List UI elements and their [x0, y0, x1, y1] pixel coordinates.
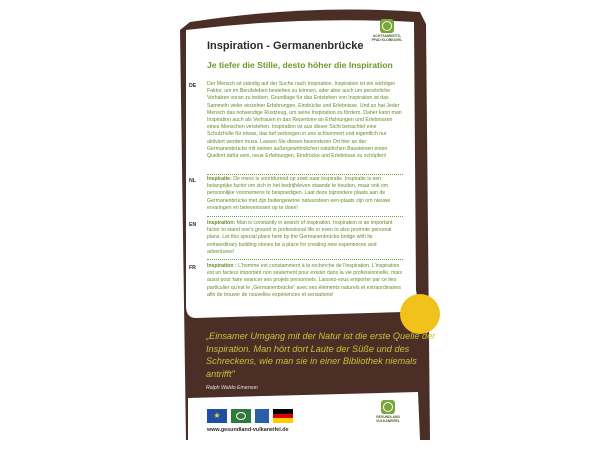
text-en-body: Man is constantly in search of inspiration. Inspiration is an important factor to stand one's ground in professional life or even to also promote personal plans. Let this special place here by the Germanenbrücke bridge with its extraordinary building stones be a place for creating new experiences and adventures!	[207, 220, 393, 255]
text-fr-body: L'homme est constamment à la recherche de l'inspiration. L'inspiration est un facteur important non seulement pour exister dans la vie professionnelle, mais aussi pour faire avancer ses projets personnels. Laissez-vous emporter par ce lieu particulier qu'est le „Germanenbrücke" avec ses éléments naturels et extraordinaires afin de trouver de nouvelles expériences et sensations!	[207, 263, 402, 298]
text-nl-lead: Inspiratie:	[207, 176, 232, 182]
text-fr	[207, 263, 403, 299]
gesundland-logo-icon	[381, 400, 395, 414]
rlp-logo-icon	[255, 409, 269, 423]
logo-icon	[380, 19, 394, 33]
gesundland-logo-text: GESUNDLAND VULKANEIFEL	[376, 415, 400, 423]
website-link[interactable]: www.gesundland-vulkaneifel.de	[207, 427, 289, 433]
lang-label-de: DE	[189, 83, 197, 89]
logo-text: ACHTSAMKEITS- PFAD KLOBEAVEL	[371, 34, 403, 42]
text-en	[207, 220, 403, 256]
divider	[207, 174, 403, 175]
divider	[207, 259, 403, 260]
text-nl	[207, 176, 403, 212]
text-de-body: Der Mensch ist ständig auf der Suche nach Inspiration. Inspiration ist ein wichtiger Faktor, um im Berufsleben bestehen zu können, oder aber auch um persönliche Vorhaben voran zu treiben. Grundlage für das Entstehen von Inspiration ist das Sammeln vieler einzelner Erfahrungen, Eindrücke und Erlebnisse. Und so hat Jeder Mensch das notwendige Rüstzeug, um seine Inspiration zu fördern. Daher kann man Inspiration auch als Vertrauen in das Repertoire an Erfahrungen und Erlebnissen eines Menschen verstehen. Inspiration ist aus dieser Sicht betrachtet eine Schutzhülle für etwas, das tief verborgen in uns schlummert und eigentlich nur aktiviert werden muss. Lassen Sie diesen besonderen Ort hier an der Germanenbrücke mit seinen außergewöhnlichen natürlichen Bausteinen einen Quellort dafür sein, neue Erfahrungen, Eindrücke und Erlebnisse zu schöpfen!	[207, 81, 402, 160]
divider	[207, 216, 403, 217]
lang-label-nl: NL	[189, 178, 196, 184]
text-de	[207, 81, 403, 160]
quote-author: Ralph Waldo Emerson	[206, 385, 258, 391]
text-nl-body: De mens is voortdurend op zoek naar inspiratie. Inspiratie is een belangrijke factor om zich in het bedrijfsleven staande te houden, maar ook om persoonlijke voornemens te bespoedigen. Laat deze bijzondere plaats aan de Germanenbrücke met zijn buitengewone natuursteen een-plaats zijn om nieuwe ervaringen en belevenissen op te doen!	[207, 176, 391, 211]
page-title: Inspiration - Germanenbrücke	[207, 40, 364, 52]
eu-stars: ★	[213, 411, 221, 420]
lang-label-fr: FR	[189, 265, 196, 271]
leader-logo-icon	[231, 409, 251, 423]
achtsamkeitspfad-logo	[368, 19, 406, 55]
eu-flag-icon	[207, 409, 227, 423]
quote-text: „Einsamer Umgang mit der Natur ist die erste Quelle der Inspiration. Man hört dort Laute der Süße und des Schreckens, wie man sie in einer Bibliothek niemals antrifft"	[206, 331, 436, 379]
gesundland-logo	[372, 400, 404, 423]
page-subtitle: Je tiefer die Stille, desto höher die Inspiration	[207, 60, 393, 70]
sponsor-logos	[207, 409, 293, 423]
lang-label-en: EN	[189, 222, 197, 228]
yellow-circle-accent	[400, 294, 440, 334]
text-fr-lead: Inspiration :	[207, 263, 237, 269]
text-en-lead: Inspiration:	[207, 220, 236, 226]
germany-flag-icon	[273, 409, 293, 423]
